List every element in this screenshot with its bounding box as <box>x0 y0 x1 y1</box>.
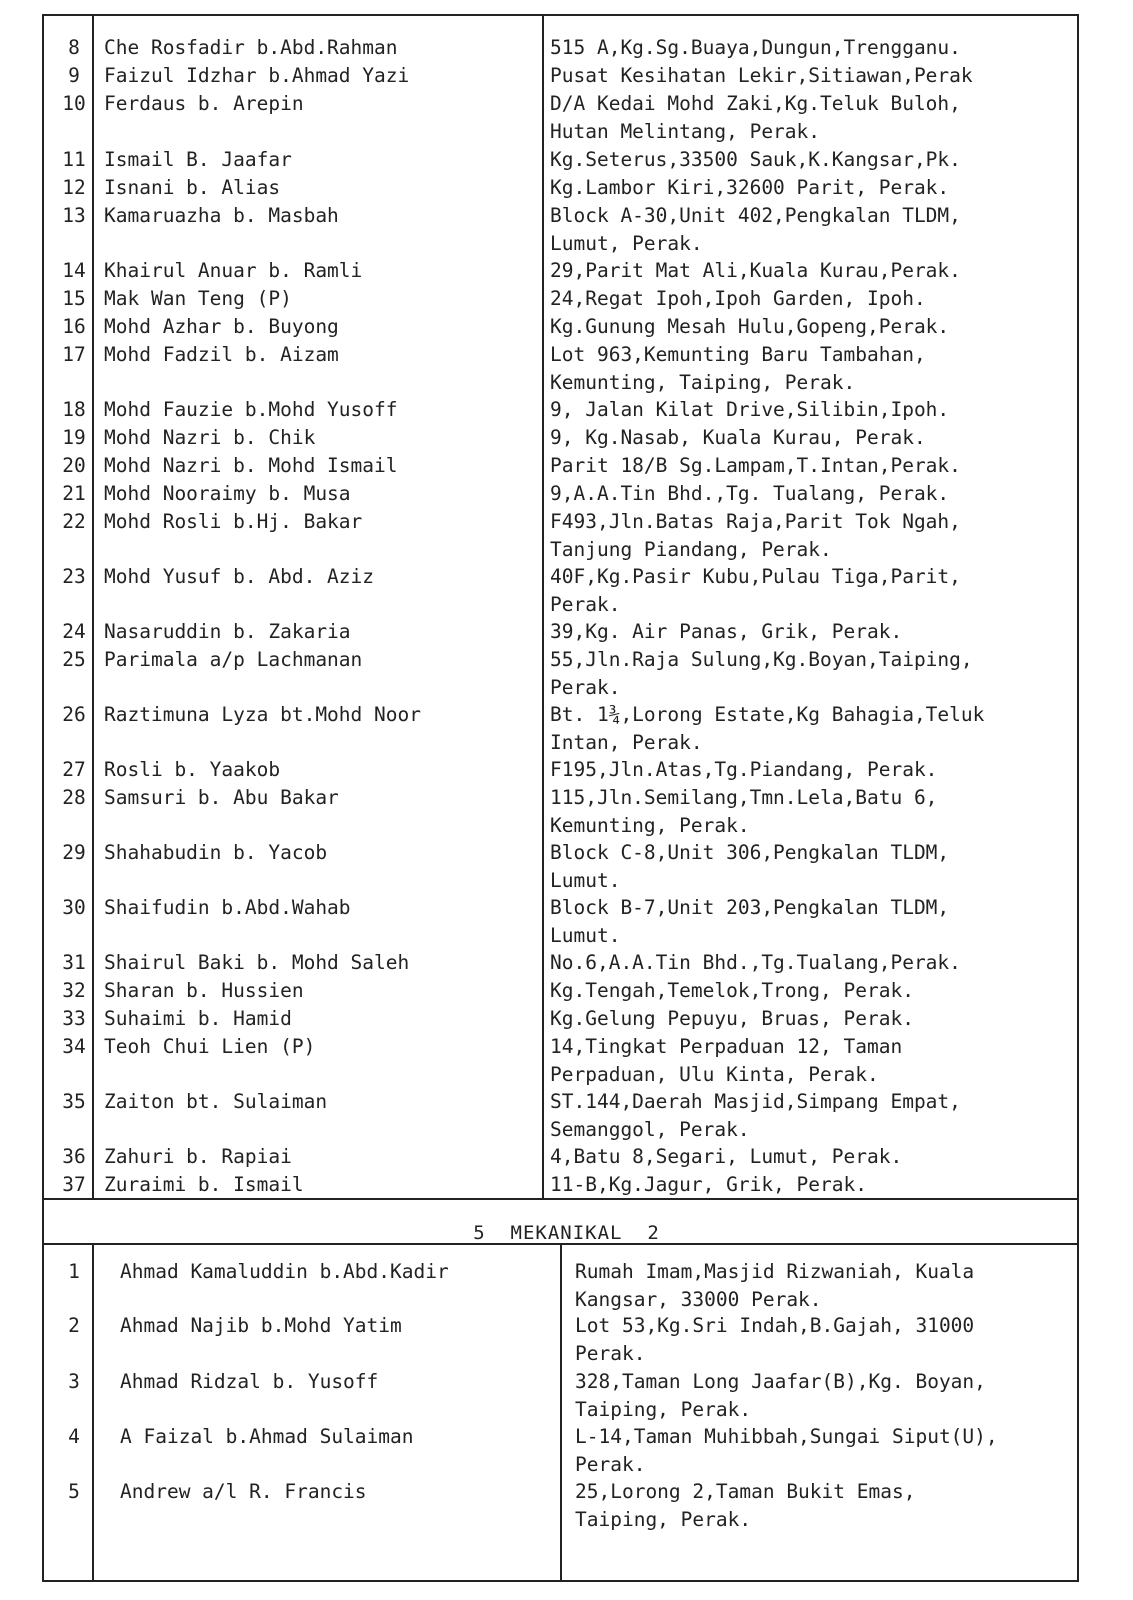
entry-number: 11 <box>62 148 86 171</box>
address-column-rule-top <box>542 14 544 1200</box>
entry-number: 18 <box>62 398 86 421</box>
entry-name: Rosli b. Yaakob <box>104 758 281 781</box>
entry-address-line: Taiping, Perak. <box>575 1398 752 1421</box>
entry-address-line: Bt. 1¾,Lorong Estate,Kg Bahagia,Teluk <box>550 703 985 726</box>
entry-address-line: Kg.Lambor Kiri,32600 Parit, Perak. <box>550 176 950 199</box>
entry-number: 5 <box>68 1480 80 1503</box>
entry-number: 16 <box>62 315 86 338</box>
entry-number: 15 <box>62 287 86 310</box>
entry-address-line: Kg.Gunung Mesah Hulu,Gopeng,Perak. <box>550 315 950 338</box>
entry-address-line: 115,Jln.Semilang,Tmn.Lela,Batu 6, <box>550 786 938 809</box>
entry-number: 29 <box>62 841 86 864</box>
entry-name: Ahmad Kamaluddin b.Abd.Kadir <box>120 1260 449 1283</box>
entry-name: Ahmad Ridzal b. Yusoff <box>120 1370 379 1393</box>
entry-number: 1 <box>68 1260 80 1283</box>
entry-address-line: 328,Taman Long Jaafar(B),Kg. Boyan, <box>575 1370 986 1393</box>
entry-number: 35 <box>62 1090 86 1113</box>
entry-address-line: Rumah Imam,Masjid Rizwaniah, Kuala <box>575 1260 975 1283</box>
entry-name: Mohd Rosli b.Hj. Bakar <box>104 510 363 533</box>
entry-name: Zaiton bt. Sulaiman <box>104 1090 328 1113</box>
entry-address-line: Hutan Melintang, Perak. <box>550 120 821 143</box>
entry-name: Isnani b. Alias <box>104 176 281 199</box>
entry-number: 24 <box>62 620 86 643</box>
entry-number: 17 <box>62 343 86 366</box>
entry-number: 12 <box>62 176 86 199</box>
entry-address-line: Lot 53,Kg.Sri Indah,B.Gajah, 31000 <box>575 1314 975 1337</box>
entry-name: Ismail B. Jaafar <box>104 148 292 171</box>
entry-address-line: F195,Jln.Atas,Tg.Piandang, Perak. <box>550 758 938 781</box>
entry-name: Shaifudin b.Abd.Wahab <box>104 896 351 919</box>
number-column-rule-bottom <box>92 1244 94 1582</box>
entry-number: 9 <box>68 64 80 87</box>
entry-address-line: Kg.Tengah,Temelok,Trong, Perak. <box>550 979 914 1002</box>
entry-name: Ahmad Najib b.Mohd Yatim <box>120 1314 402 1337</box>
entry-number: 14 <box>62 259 86 282</box>
entry-address-line: Tanjung Piandang, Perak. <box>550 538 832 561</box>
entry-number: 31 <box>62 951 86 974</box>
entry-name: A Faizal b.Ahmad Sulaiman <box>120 1425 414 1448</box>
entry-name: Faizul Idzhar b.Ahmad Yazi <box>104 64 410 87</box>
entry-address-line: 515 A,Kg.Sg.Buaya,Dungun,Trengganu. <box>550 36 961 59</box>
entry-address-line: Kg.Seterus,33500 Sauk,K.Kangsar,Pk. <box>550 148 961 171</box>
entry-number: 20 <box>62 454 86 477</box>
entry-name: Che Rosfadir b.Abd.Rahman <box>104 36 398 59</box>
entry-name: Suhaimi b. Hamid <box>104 1007 292 1030</box>
entry-address-line: 9,A.A.Tin Bhd.,Tg. Tualang, Perak. <box>550 482 950 505</box>
entry-address-line: Kangsar, 33000 Perak. <box>575 1288 822 1311</box>
entry-address-line: Kg.Gelung Pepuyu, Bruas, Perak. <box>550 1007 914 1030</box>
entry-address-line: L-14,Taman Muhibbah,Sungai Siput(U), <box>575 1425 998 1448</box>
entry-address-line: Parit 18/B Sg.Lampam,T.Intan,Perak. <box>550 454 961 477</box>
entry-address-line: Lumut. <box>550 924 621 947</box>
entry-number: 22 <box>62 510 86 533</box>
entry-number: 2 <box>68 1314 80 1337</box>
entry-name: Samsuri b. Abu Bakar <box>104 786 339 809</box>
entry-address-line: F493,Jln.Batas Raja,Parit Tok Ngah, <box>550 510 961 533</box>
entry-name: Zuraimi b. Ismail <box>104 1173 304 1196</box>
entry-number: 25 <box>62 648 86 671</box>
entry-number: 4 <box>68 1425 80 1448</box>
entry-name: Mohd Nazri b. Chik <box>104 426 316 449</box>
entry-number: 3 <box>68 1370 80 1393</box>
entry-address-line: Perak. <box>550 593 621 616</box>
entry-name: Andrew a/l R. Francis <box>120 1480 367 1503</box>
entry-address-line: ST.144,Daerah Masjid,Simpang Empat, <box>550 1090 961 1113</box>
entry-name: Shahabudin b. Yacob <box>104 841 328 864</box>
entry-name: Khairul Anuar b. Ramli <box>104 259 363 282</box>
entry-address-line: Kemunting, Perak. <box>550 814 750 837</box>
entry-address-line: Block C-8,Unit 306,Pengkalan TLDM, <box>550 841 950 864</box>
entry-address-line: 14,Tingkat Perpaduan 12, Taman <box>550 1035 903 1058</box>
entry-address-line: Lumut, Perak. <box>550 232 703 255</box>
entry-address-line: 25,Lorong 2,Taman Bukit Emas, <box>575 1480 916 1503</box>
entry-address-line: Taiping, Perak. <box>575 1508 752 1531</box>
entry-address-line: Block A-30,Unit 402,Pengkalan TLDM, <box>550 204 961 227</box>
entry-address-line: 9, Jalan Kilat Drive,Silibin,Ipoh. <box>550 398 950 421</box>
entry-address-line: Perpaduan, Ulu Kinta, Perak. <box>550 1063 879 1086</box>
entry-number: 33 <box>62 1007 86 1030</box>
entry-name: Kamaruazha b. Masbah <box>104 204 339 227</box>
entry-address-line: Perak. <box>575 1453 646 1476</box>
entry-address-line: Intan, Perak. <box>550 731 703 754</box>
entry-number: 10 <box>62 92 86 115</box>
entry-number: 30 <box>62 896 86 919</box>
entry-address-line: 39,Kg. Air Panas, Grik, Perak. <box>550 620 903 643</box>
address-column-rule-bottom <box>560 1244 562 1582</box>
entry-address-line: 11-B,Kg.Jagur, Grik, Perak. <box>550 1173 867 1196</box>
entry-name: Mohd Azhar b. Buyong <box>104 315 339 338</box>
entry-number: 36 <box>62 1145 86 1168</box>
entry-address-line: Lot 963,Kemunting Baru Tambahan, <box>550 343 926 366</box>
entry-address-line: Kemunting, Taiping, Perak. <box>550 371 856 394</box>
entry-number: 37 <box>62 1173 86 1196</box>
entry-address-line: Lumut. <box>550 869 621 892</box>
entry-address-line: Block B-7,Unit 203,Pengkalan TLDM, <box>550 896 950 919</box>
entry-number: 19 <box>62 426 86 449</box>
entry-number: 32 <box>62 979 86 1002</box>
entry-address-line: Pusat Kesihatan Lekir,Sitiawan,Perak <box>550 64 973 87</box>
entry-address-line: Perak. <box>575 1342 646 1365</box>
entry-name: Mak Wan Teng (P) <box>104 287 292 310</box>
entry-address-line: 40F,Kg.Pasir Kubu,Pulau Tiga,Parit, <box>550 565 961 588</box>
entry-name: Parimala a/p Lachmanan <box>104 648 363 671</box>
entry-number: 27 <box>62 758 86 781</box>
entry-name: Mohd Yusuf b. Abd. Aziz <box>104 565 375 588</box>
entry-address-line: 55,Jln.Raja Sulung,Kg.Boyan,Taiping, <box>550 648 973 671</box>
entry-name: Mohd Nooraimy b. Musa <box>104 482 351 505</box>
entry-number: 28 <box>62 786 86 809</box>
entry-number: 21 <box>62 482 86 505</box>
entry-address-line: Perak. <box>550 676 621 699</box>
entry-address-line: 29,Parit Mat Ali,Kuala Kurau,Perak. <box>550 259 961 282</box>
entry-name: Teoh Chui Lien (P) <box>104 1035 316 1058</box>
entry-number: 23 <box>62 565 86 588</box>
entry-number: 13 <box>62 204 86 227</box>
entry-name: Nasaruddin b. Zakaria <box>104 620 351 643</box>
entry-address-line: Semanggol, Perak. <box>550 1118 750 1141</box>
entry-name: Mohd Fauzie b.Mohd Yusoff <box>104 398 398 421</box>
entry-number: 8 <box>68 36 80 59</box>
entry-name: Ferdaus b. Arepin <box>104 92 304 115</box>
entry-name: Mohd Nazri b. Mohd Ismail <box>104 454 398 477</box>
entry-address-line: 24,Regat Ipoh,Ipoh Garden, Ipoh. <box>550 287 926 310</box>
entry-address-line: 4,Batu 8,Segari, Lumut, Perak. <box>550 1145 903 1168</box>
entry-name: Shairul Baki b. Mohd Saleh <box>104 951 410 974</box>
section-title: 5 MEKANIKAL 2 <box>473 1222 660 1244</box>
entry-number: 34 <box>62 1035 86 1058</box>
entry-name: Zahuri b. Rapiai <box>104 1145 292 1168</box>
entry-address-line: D/A Kedai Mohd Zaki,Kg.Teluk Buloh, <box>550 92 961 115</box>
entry-address-line: No.6,A.A.Tin Bhd.,Tg.Tualang,Perak. <box>550 951 961 974</box>
entry-name: Sharan b. Hussien <box>104 979 304 1002</box>
entry-name: Mohd Fadzil b. Aizam <box>104 343 339 366</box>
entry-number: 26 <box>62 703 86 726</box>
entry-name: Raztimuna Lyza bt.Mohd Noor <box>104 703 421 726</box>
entry-address-line: 9, Kg.Nasab, Kuala Kurau, Perak. <box>550 426 926 449</box>
